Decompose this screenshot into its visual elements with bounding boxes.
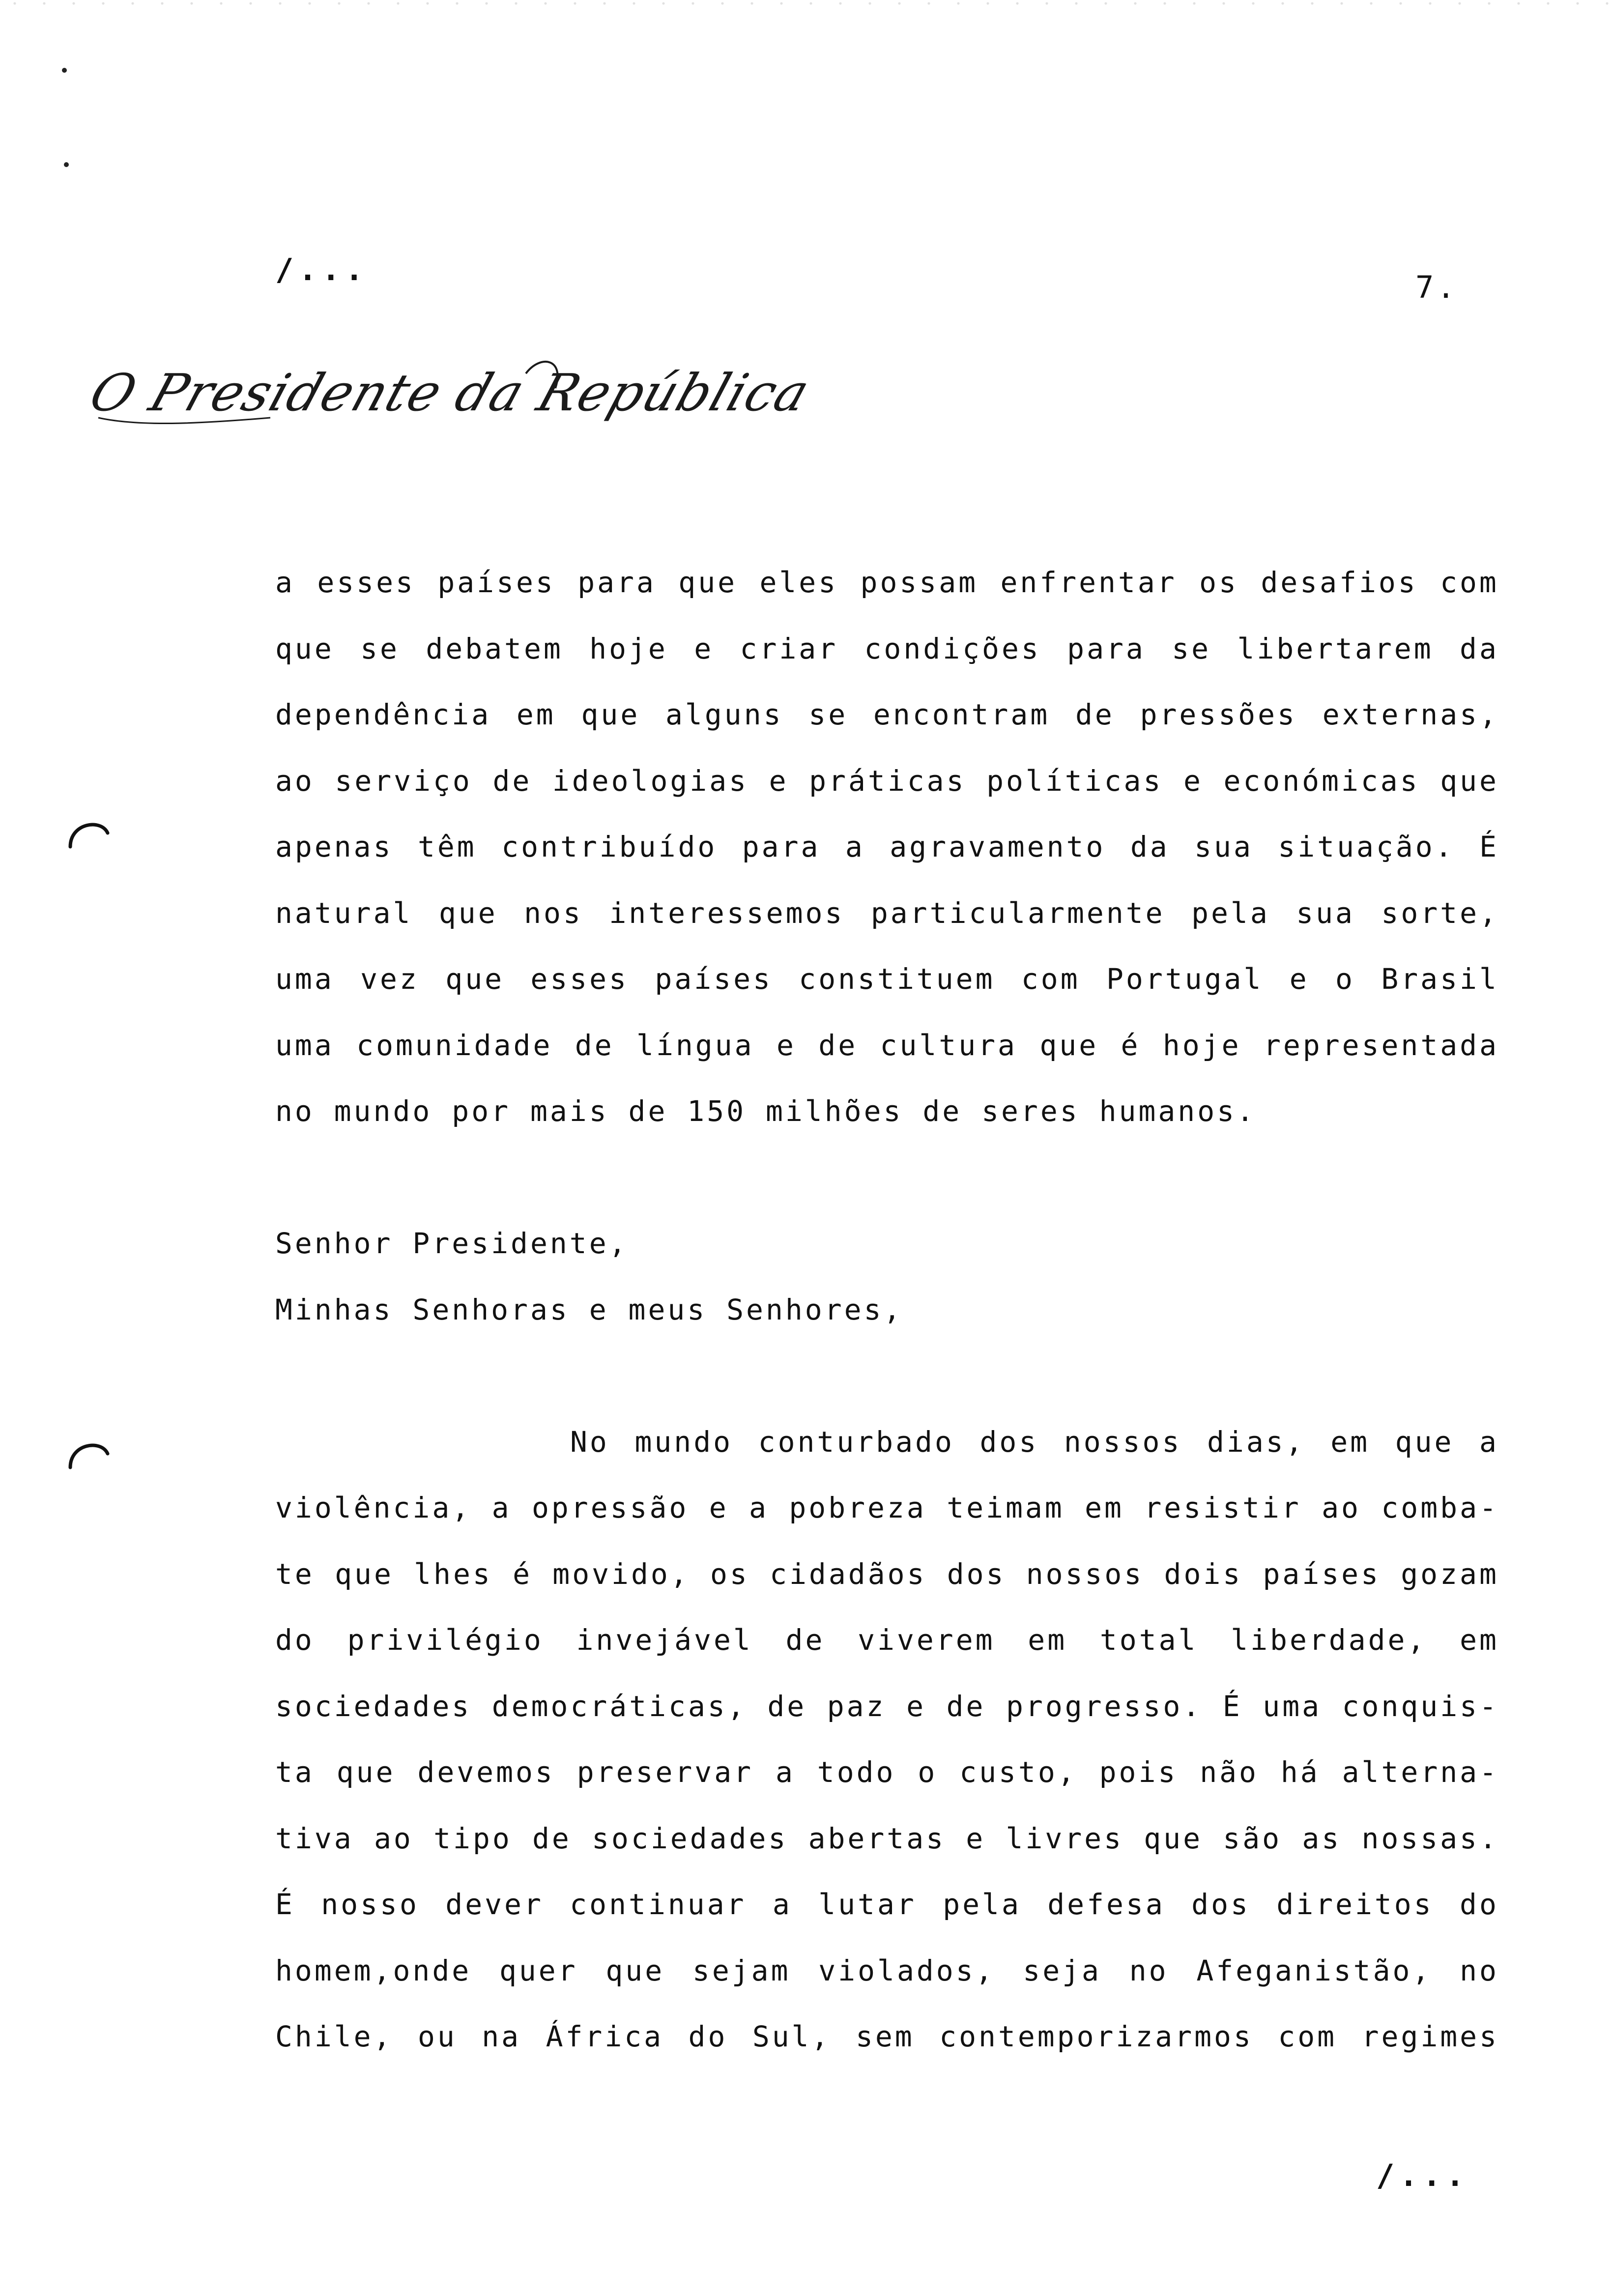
- page-number: 7.: [1415, 269, 1458, 305]
- word: interessemos: [609, 896, 845, 930]
- text-line: [275, 549, 1499, 616]
- word: condições: [864, 631, 1041, 665]
- word: Brasil: [1381, 962, 1499, 996]
- word: económicas: [1223, 764, 1420, 798]
- word: na: [482, 2020, 521, 2053]
- word: têm: [417, 830, 477, 863]
- word: livres: [1006, 1821, 1123, 1855]
- text-line: [275, 814, 1499, 880]
- word: ao: [1322, 1491, 1361, 1524]
- word: possam: [860, 566, 979, 599]
- word: progresso.: [1006, 1689, 1203, 1723]
- word: sociedades: [592, 1821, 788, 1855]
- word: nossas.: [1361, 1821, 1499, 1855]
- word: e: [776, 1028, 796, 1062]
- word: os: [1199, 566, 1238, 599]
- word: que: [1039, 1028, 1099, 1062]
- word: natural: [275, 896, 413, 930]
- word: tiva: [275, 1821, 354, 1855]
- word: Portugal: [1106, 962, 1264, 996]
- word: ta: [275, 1755, 315, 1789]
- paragraph-2: [275, 1409, 1499, 2070]
- word: Chile,: [275, 2020, 393, 2053]
- word: cultura: [880, 1028, 1017, 1062]
- word: violados,: [818, 1953, 995, 1987]
- word: pela: [1191, 896, 1270, 930]
- word: mundo: [634, 1425, 733, 1459]
- word: políticas: [986, 764, 1163, 798]
- word: esses: [317, 566, 415, 599]
- word: contemporizarmos: [939, 2020, 1253, 2053]
- word: do: [275, 1623, 315, 1657]
- word: No: [570, 1425, 609, 1459]
- word: alterna-: [1342, 1755, 1499, 1789]
- word: em: [1028, 1623, 1067, 1657]
- word: em: [1460, 1623, 1499, 1657]
- word: agravamento: [890, 830, 1106, 863]
- word: em: [1085, 1491, 1124, 1524]
- text-line: [275, 1739, 1499, 1806]
- word: movido,: [552, 1557, 690, 1591]
- body-text: [275, 549, 1499, 2070]
- text-line: no mundo por mais de 150 milhões de seres humanos.: [275, 1094, 1256, 1128]
- word: de: [785, 1623, 825, 1657]
- scan-edge-marks: [0, 0, 1612, 7]
- word: comunidade: [356, 1028, 553, 1062]
- word: criar: [740, 631, 838, 665]
- word: preservar: [576, 1755, 754, 1789]
- word: e: [769, 764, 789, 798]
- word: são: [1223, 1821, 1282, 1855]
- word: apenas: [275, 830, 393, 863]
- word: pela: [943, 1888, 1021, 1921]
- word: que: [336, 1755, 396, 1789]
- word: países: [655, 962, 773, 996]
- word: que: [438, 896, 498, 930]
- word: dependência: [275, 698, 491, 731]
- text-line: [275, 1871, 1499, 1938]
- word: esses: [530, 962, 629, 996]
- word: debatem: [426, 631, 563, 665]
- word: que: [335, 1557, 394, 1591]
- word: que: [1144, 1821, 1203, 1855]
- word: É: [1479, 830, 1499, 863]
- text-line: [275, 1012, 1499, 1079]
- word: é: [513, 1557, 533, 1591]
- word: privilégio: [347, 1623, 544, 1657]
- letterhead-script: [82, 344, 817, 442]
- text-line: [275, 2004, 1499, 2070]
- word: nosso: [321, 1888, 419, 1921]
- word: opressão: [531, 1491, 689, 1524]
- word: que: [445, 962, 505, 996]
- word: pressões: [1140, 698, 1297, 731]
- word: do: [688, 2020, 728, 2053]
- word: teimam: [947, 1491, 1065, 1524]
- word: e: [1289, 962, 1309, 996]
- word: a: [845, 830, 865, 863]
- word: nos: [524, 896, 583, 930]
- word: te: [275, 1557, 315, 1591]
- text-line: [275, 1806, 1499, 1872]
- paragraph-1: [275, 549, 1499, 1145]
- word: sejam: [692, 1953, 791, 1987]
- word: nossos: [1026, 1557, 1144, 1591]
- word: países: [437, 566, 555, 599]
- word: sua: [1296, 896, 1355, 930]
- paragraph-gap: [275, 1145, 1499, 1211]
- text-line: [275, 880, 1499, 947]
- margin-speck: [64, 162, 69, 167]
- text-line: [275, 1607, 1499, 1673]
- word: que: [678, 566, 738, 599]
- word: democráticas,: [491, 1689, 747, 1723]
- word: nossos: [1064, 1425, 1182, 1459]
- word: constituem: [799, 962, 995, 996]
- word: invejável: [576, 1623, 753, 1657]
- word: o: [1335, 962, 1355, 996]
- word: língua: [636, 1028, 754, 1062]
- word: particularmente: [870, 896, 1165, 930]
- word: encontram: [873, 698, 1050, 731]
- word: libertarem: [1237, 631, 1434, 665]
- word: serviço: [335, 764, 472, 798]
- word: não: [1200, 1755, 1259, 1789]
- word: defesa: [1047, 1888, 1165, 1921]
- word: violência,: [275, 1491, 472, 1524]
- word: total: [1099, 1623, 1198, 1657]
- word: se: [360, 631, 400, 665]
- word: uma: [1263, 1689, 1322, 1723]
- word: com: [1021, 962, 1080, 996]
- salutation-line-2: Minhas Senhoras e meus Senhores,: [275, 1292, 903, 1326]
- word: e: [966, 1821, 986, 1855]
- text-line: [275, 946, 1499, 1012]
- word: sem: [855, 2020, 915, 2053]
- word: do: [1460, 1888, 1499, 1921]
- word: Afeganistão,: [1196, 1953, 1432, 1987]
- text-line: [275, 1475, 1499, 1541]
- word: em: [1330, 1425, 1370, 1459]
- word: a: [275, 566, 295, 599]
- word: para: [577, 566, 656, 599]
- word: de: [575, 1028, 614, 1062]
- word: que: [275, 631, 334, 665]
- text-line: [275, 1409, 1499, 1475]
- word: lutar: [818, 1888, 917, 1921]
- word: de: [767, 1689, 807, 1723]
- word: de: [532, 1821, 572, 1855]
- word: que: [605, 1953, 665, 1987]
- margin-speck: [62, 68, 67, 73]
- word: há: [1280, 1755, 1320, 1789]
- text-line: [275, 748, 1499, 814]
- svg-text:O Presidente da República: O Presidente da República: [82, 363, 817, 423]
- word: É: [1222, 1689, 1242, 1723]
- word: é: [1121, 1028, 1141, 1062]
- word: ou: [417, 2020, 457, 2053]
- word: alguns: [665, 698, 783, 731]
- word: países: [1263, 1557, 1381, 1591]
- word: eles: [759, 566, 838, 599]
- word: as: [1302, 1821, 1342, 1855]
- word: devemos: [417, 1755, 555, 1789]
- word: homem,onde: [275, 1953, 472, 1987]
- salutation-line-1: Senhor Presidente,: [275, 1227, 629, 1260]
- word: desafios: [1261, 566, 1418, 599]
- word: dos: [947, 1557, 1006, 1591]
- word: dos: [1191, 1888, 1250, 1921]
- word: a: [775, 1755, 795, 1789]
- word: com: [1278, 2020, 1337, 2053]
- word: de: [492, 764, 532, 798]
- word: África: [546, 2020, 664, 2053]
- word: de: [946, 1689, 986, 1723]
- continuation-mark-bottom: /...: [1376, 2157, 1469, 2193]
- word: a: [491, 1491, 512, 1524]
- word: sorte,: [1381, 896, 1499, 930]
- word: comba-: [1381, 1491, 1499, 1524]
- word: com: [1440, 566, 1499, 599]
- word: todo: [817, 1755, 896, 1789]
- word: pobreza: [789, 1491, 926, 1524]
- word: pois: [1099, 1755, 1178, 1789]
- word: abertas: [808, 1821, 946, 1855]
- word: os: [710, 1557, 749, 1591]
- word: Sul,: [752, 2020, 831, 2053]
- word: sua: [1194, 830, 1253, 863]
- word: viverem: [858, 1623, 995, 1657]
- word: vez: [360, 962, 419, 996]
- letterhead: [82, 344, 817, 442]
- word: externas,: [1322, 698, 1499, 731]
- word: ao: [275, 764, 315, 798]
- word: para: [1067, 631, 1146, 665]
- word: quer: [499, 1953, 578, 1987]
- text-line: [275, 1541, 1499, 1607]
- word: gozam: [1401, 1557, 1499, 1591]
- word: práticas: [809, 764, 966, 798]
- word: em: [516, 698, 556, 731]
- text-line: [275, 1938, 1499, 2004]
- continuation-mark-top: /...: [275, 252, 369, 287]
- word: ao: [374, 1821, 413, 1855]
- word: para: [742, 830, 821, 863]
- word: e: [1183, 764, 1203, 798]
- word: enfrentar: [1000, 566, 1177, 599]
- word: ideologias: [552, 764, 749, 798]
- word: direitos: [1276, 1888, 1434, 1921]
- word: resistir: [1144, 1491, 1301, 1524]
- word: da: [1460, 631, 1499, 665]
- word: uma: [275, 1028, 334, 1062]
- word: e: [694, 631, 714, 665]
- word: a: [772, 1888, 792, 1921]
- word: paz: [827, 1689, 886, 1723]
- word: que: [1440, 764, 1499, 798]
- word: que: [581, 698, 640, 731]
- word: no: [1129, 1953, 1169, 1987]
- text-line: [275, 1673, 1499, 1740]
- word: da: [1130, 830, 1170, 863]
- word: conquis-: [1342, 1689, 1499, 1723]
- punch-hole-mark: [66, 818, 111, 848]
- word: uma: [275, 962, 334, 996]
- word: seja: [1023, 1953, 1101, 1987]
- word: lhes: [414, 1557, 492, 1591]
- word: dos: [979, 1425, 1039, 1459]
- word: a: [749, 1491, 769, 1524]
- word: É: [275, 1888, 295, 1921]
- word: liberdade,: [1231, 1623, 1427, 1657]
- word: regimes: [1361, 2020, 1499, 2053]
- word: se: [1172, 631, 1211, 665]
- word: custo,: [959, 1755, 1077, 1789]
- word: continuar: [570, 1888, 747, 1921]
- word: e: [906, 1689, 926, 1723]
- word: que: [1395, 1425, 1454, 1459]
- word: no: [1460, 1953, 1499, 1987]
- word: e: [709, 1491, 729, 1524]
- word: sociedades: [275, 1689, 472, 1723]
- word: se: [808, 698, 848, 731]
- word: dever: [445, 1888, 544, 1921]
- word: dias,: [1207, 1425, 1305, 1459]
- word: hoje: [589, 631, 668, 665]
- word: contribuído: [501, 830, 718, 863]
- word: conturbado: [758, 1425, 954, 1459]
- word: hoje: [1162, 1028, 1241, 1062]
- word: a: [1479, 1425, 1499, 1459]
- paragraph-gap: [275, 1343, 1499, 1409]
- punch-hole-mark: [66, 1439, 111, 1468]
- text-line: [275, 682, 1499, 748]
- word: o: [918, 1755, 938, 1789]
- word: situação.: [1278, 830, 1455, 863]
- word: dois: [1164, 1557, 1243, 1591]
- word: de: [818, 1028, 858, 1062]
- word: cidadãos: [770, 1557, 927, 1591]
- word: tipo: [433, 1821, 512, 1855]
- text-line: [275, 616, 1499, 682]
- word: de: [1075, 698, 1115, 731]
- word: representada: [1263, 1028, 1499, 1062]
